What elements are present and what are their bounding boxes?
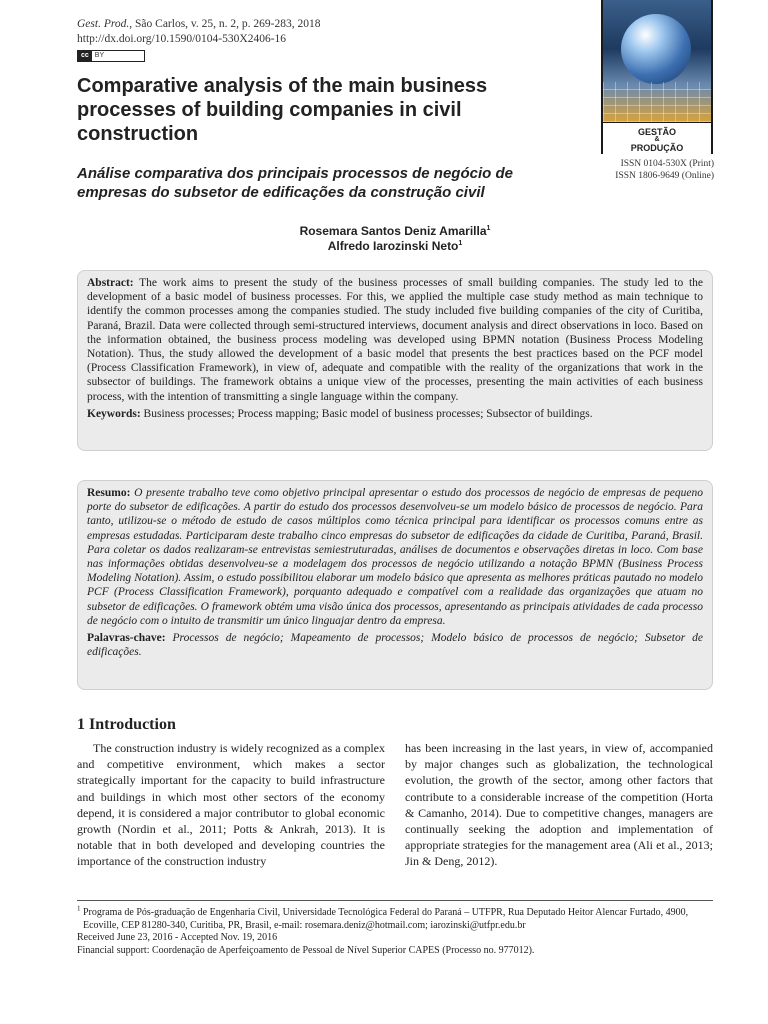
author-2 — [230, 239, 560, 254]
resumo-box — [77, 480, 713, 690]
financial-support: Financial support: Coordenação de Aperfeiçoamento de Pessoal de Nível Superior CAPES (Processo no. 977012). — [77, 944, 535, 956]
abstract-box — [77, 270, 713, 451]
by-label: BY — [94, 52, 105, 59]
author-name: Alfredo Iarozinski Neto — [327, 239, 459, 253]
footnote-mark: 1 — [77, 904, 81, 913]
grid-pattern — [603, 82, 711, 122]
page-footer — [77, 904, 717, 957]
palavras-chave — [87, 631, 703, 659]
received-dates: Received June 23, 2016 - Accepted Nov. 19, 2016 — [77, 932, 278, 943]
article-subtitle: Análise comparativa dos principais processos de negócio de empresas do subsetor de edificações da construção civil — [77, 165, 513, 201]
keywords-label: Keywords: — [87, 407, 141, 420]
doi-link[interactable]: http://dx.doi.org/10.1590/0104-530X2406-16 — [77, 33, 287, 45]
author-name: Rosemara Santos Deniz Amarilla — [299, 224, 487, 238]
citation-details: , São Carlos, v. 25, n. 2, p. 269-283, 2018 — [129, 18, 321, 30]
keywords-list: Business processes; Process mapping; Basic model of business processes; Subsector of buildings. — [140, 407, 593, 420]
journal-logo — [601, 0, 713, 154]
keywords — [87, 407, 703, 421]
footnote-text: Programa de Pós-graduação de Engenharia Civil, Universidade Tecnológica Federal do Paraná – UTFPR, Rua Deputado Heitor Alencar Furtado, 4900, Ecoville, CEP 81280-340, Curitiba, PR, Brasil, e-mail: rosemara.deniz@hotmail.com; iarozinski@utfpr.edu.br — [80, 907, 689, 931]
affiliation-footnote — [77, 904, 717, 932]
introduction-column-2: has been increasing in the last years, in view of, accompanied by major changes such as globalization, the technological evolution, the growth of the sector, among other factors that contribute to a considerable increase of the competition (Horta & Camanho, 2014). Due to competitive changes, managers are continually seeking the adoption and implementation of appropriate strategies for the management area (Ali et al., 2013; Jin & Deng, 2012). — [405, 741, 713, 869]
abstract-body: The work aims to present the study of the business processes of small building companies. The study led to the development of a basic model of business processes. For this, we applied the multiple case study method as main technique to identify the common processes among the companies studied. The study included five building companies of the city of Curitiba, Paraná, Brazil. Data were collected through semi-structured interviews, document analysis and direct observations in loco. Based on the information obtained, the business process modeling was developed using BPMN notation (Business Process Modeling Notation). Thus, the study allowed the development of a basic model that presents the best practices based on the PCF model (Process Classification Framework), in view of, adequate and compatible with the reality of the organizations that work in the subsector of buildings. The framework obtains a unique view of the processes, presenting the main activities of each business process, with the intention of transmitting a single language within the company. — [87, 277, 703, 403]
section-heading-introduction: 1 Introduction — [77, 716, 176, 733]
logo-line-1: GESTÃO — [637, 127, 676, 137]
logo-line-3: PRODUÇÃO — [630, 143, 684, 153]
logo-line-2: & — [654, 136, 660, 143]
logo-label — [603, 123, 711, 154]
cc-license-badge[interactable] — [77, 50, 145, 62]
journal-name: Gest. Prod. — [77, 18, 130, 30]
abstract-label: Abstract: — [87, 277, 134, 289]
footnote-divider — [77, 900, 713, 901]
author-list — [230, 224, 560, 254]
issn-online: ISSN 1806-9649 (Online) — [615, 171, 714, 181]
article-title: Comparative analysis of the main business processes of building companies in civil construction — [77, 75, 488, 145]
journal-header — [77, 17, 321, 62]
resumo-label: Resumo: — [87, 487, 131, 499]
author-1 — [230, 224, 560, 239]
logo-artwork — [603, 0, 711, 122]
issn-block — [590, 158, 714, 182]
citation-line — [77, 17, 321, 32]
abstract-text — [87, 276, 703, 404]
cc-icon: cc — [78, 51, 92, 61]
affiliation-mark: 1 — [486, 225, 491, 232]
affiliation-mark: 1 — [458, 240, 463, 247]
resumo-body: O presente trabalho teve como objetivo principal apresentar o estudo dos processos de negócio de empresas de pequeno porte do subsetor de edificações. A partir do estudo dos processos desenvolveu-se um modelo básico de processos de negócio. Para tanto, utilizou-se o método de estudo de casos múltiplos como técnica principal para identificar os processos comuns entre as empresas estudadas. Participaram deste trabalho cinco empresas do subsetor de edificações da cidade de Curitiba, Paraná, Brasil. Para coletar os dados realizaram-se entrevistas semiestruturadas, análises de documentos e observações diretas in loco. Com base nas informações obtidas desenvolveu-se a modelagem dos processos de negócio utilizando a notação BPMN (Business Process Modeling Notation). Assim, o estudo possibilitou elaborar um modelo básico que apresenta as melhores práticas pautado no modelo PCF (Process Classification Framework), porquanto adequado e compatível com a realidade das organizações que atuam no subsetor de edificações. O framework obtém uma visão única dos processos, apresentando as principais atividades de cada processo de negócio com o intuito de transmitir um único linguajar dentro da empresa. — [87, 487, 703, 627]
resumo-text — [87, 486, 703, 628]
palavras-chave-list: Processos de negócio; Mapeamento de processos; Modelo básico de processos de negócio; Subsetor de edificações. — [87, 632, 703, 659]
introduction-column-1: The construction industry is widely recognized as a complex and competitive environment, which makes a sector strategically important for the capacity to build infrastructure and buildings in which most other sectors of the economy depend, it is considered a major contributor to global economic growth (Nordin et al., 2011; Potts & Ankrah, 2013). It is notable that in both developed and developing countries the importance of the construction industry — [77, 741, 385, 869]
issn-print: ISSN 0104-530X (Print) — [620, 159, 714, 169]
globe-icon — [621, 14, 691, 84]
palavras-chave-label: Palavras-chave: — [87, 632, 166, 645]
